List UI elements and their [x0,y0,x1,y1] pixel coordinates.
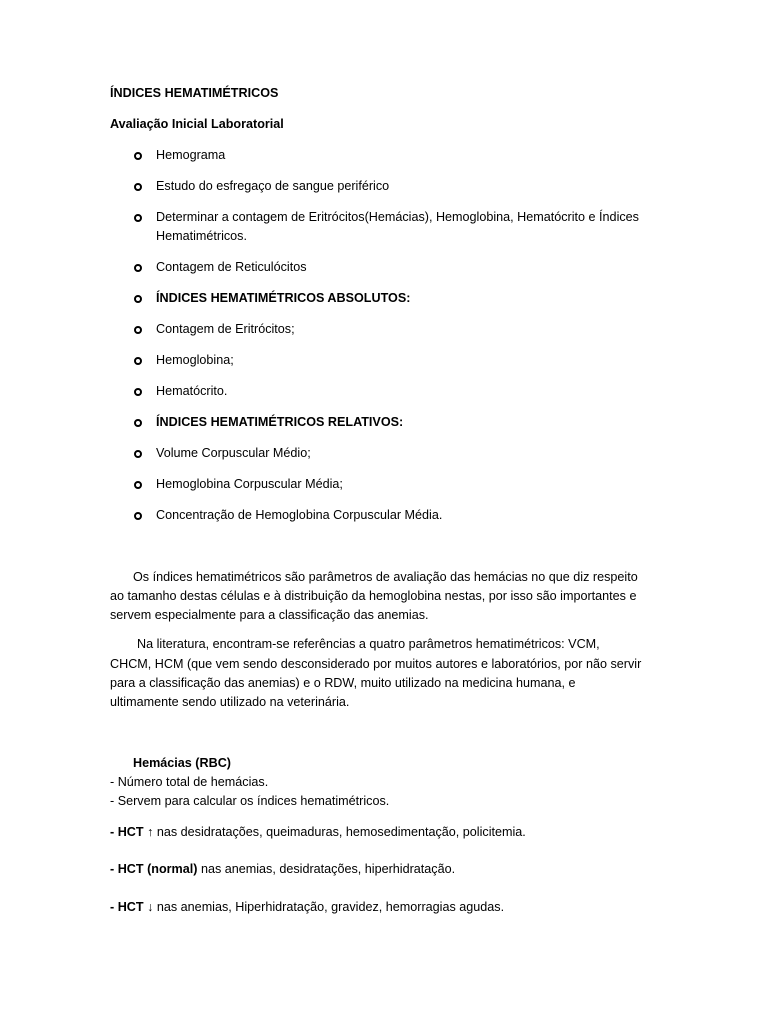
hct-label: - HCT (normal) [110,862,198,876]
list-item-text: Contagem de Eritrócitos; [156,322,295,336]
bullet-circle-icon [134,481,142,489]
list-item-text: Concentração de Hemoglobina Corpuscular Média. [156,508,443,522]
paragraph-line: servem especialmente para a classificação das anemias. [110,608,429,622]
hct-text: nas desidratações, queimaduras, hemosedimentação, policitemia. [153,825,526,839]
page-title: ÍNDICES HEMATIMÉTRICOS [110,86,279,100]
bullet-circle-icon [134,388,142,396]
list-item-text: Hematócrito. [156,384,228,398]
list-item-text: Estudo do esfregaço de sangue periférico [156,179,390,193]
paragraph-line: Na literatura, encontram-se referências a quatro parâmetros hematimétricos: VCM, [137,637,600,651]
hct-label: - HCT ↑ [110,825,154,839]
bullet-circle-icon [134,512,142,520]
bullet-circle-icon [134,419,142,427]
bullet-circle-icon [134,326,142,334]
hct-text: nas anemias, Hiperhidratação, gravidez, hemorragias agudas. [153,900,505,914]
rbc-item: - Número total de hemácias. [110,775,269,789]
bullet-circle-icon [134,295,142,303]
list-item-text: Volume Corpuscular Médio; [156,446,311,460]
paragraph-line: para a classificação das anemias) e o RDW, muito utilizado na medicina humana, e [110,676,576,690]
section-subtitle: Avaliação Inicial Laboratorial [110,117,284,131]
bullet-circle-icon [134,214,142,222]
bullet-circle-icon [134,357,142,365]
paragraph-line: ultimamente sendo utilizado na veterinária. [110,695,350,709]
paragraph-line: CHCM, HCM (que vem sendo desconsiderado por muitos autores e laboratórios, por não servir [110,657,642,671]
rbc-item: - Servem para calcular os índices hematimétricos. [110,794,390,808]
hct-label: - HCT ↓ [110,900,154,914]
list-item-text-continuation: Hematimétricos. [156,229,247,243]
list-item-text: Contagem de Reticulócitos [156,260,307,274]
rbc-heading: Hemácias (RBC) [133,756,231,770]
list-item-text: Determinar a contagem de Eritrócitos(Hemácias), Hemoglobina, Hematócrito e Índices [156,210,639,224]
hct-line-low [110,900,504,914]
paragraph-line: Os índices hematimétricos são parâmetros de avaliação das hemácias no que diz respeito [133,570,638,584]
bullet-circle-icon [134,183,142,191]
bullet-circle-icon [134,264,142,272]
list-item-text: Hemoglobina Corpuscular Média; [156,477,343,491]
list-item-text: Hemoglobina; [156,353,234,367]
paragraph-line: ao tamanho destas células e à distribuição da hemoglobina nestas, por isso são importantes e [110,589,637,603]
hct-line-normal [110,862,455,876]
bullet-circle-icon [134,450,142,458]
hct-line-high [110,825,526,839]
hct-text: nas anemias, desidratações, hiperhidratação. [197,862,456,876]
bullet-circle-icon [134,152,142,160]
list-item-heading: ÍNDICES HEMATIMÉTRICOS ABSOLUTOS: [156,291,411,305]
list-item-text: Hemograma [156,148,226,162]
list-item-heading: ÍNDICES HEMATIMÉTRICOS RELATIVOS: [156,415,404,429]
